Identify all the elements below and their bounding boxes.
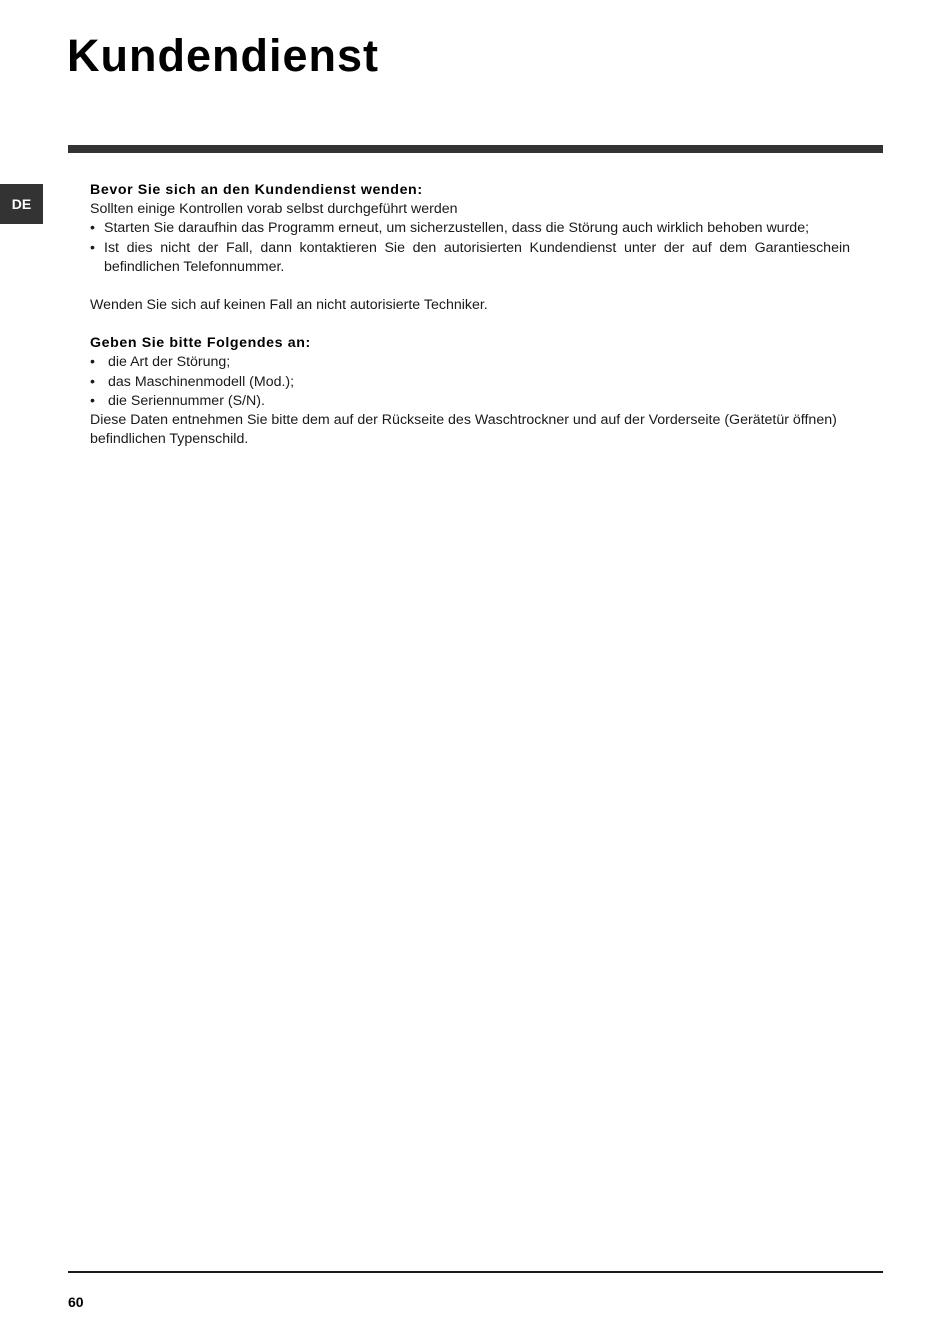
list-item: • das Maschinenmodell (Mod.); [90,373,850,392]
section-intro: Sollten einige Kontrollen vorab selbst durchgeführt werden [90,201,458,218]
page-number: 60 [68,1294,84,1310]
warning-note: Wenden Sie sich auf keinen Fall an nicht autorisierte Techniker. [90,297,488,314]
list-item: • Starten Sie daraufhin das Programm erneut, um sicherzustellen, dass die Störung auch wirklich behoben wurde; [90,219,850,238]
section-heading-before-contact: Bevor Sie sich an den Kundendienst wenden: [90,182,423,198]
footer-divider [68,1271,883,1273]
section-heading-provide-info: Geben Sie bitte Folgendes an: [90,335,311,352]
language-tab: DE [0,184,43,224]
page-title: Kundendienst [67,30,379,81]
list-item: • die Seriennummer (S/N). [90,392,850,411]
main-content [90,181,850,449]
checklist [90,219,850,277]
rating-plate-paragraph: Diese Daten entnehmen Sie bitte dem auf der Rückseite des Waschtrockner und auf der Vorderseite (Gerätetür öffnen) befindlichen Typenschild. [90,412,837,448]
title-divider [68,145,883,153]
list-item: • die Art der Störung; [90,353,850,372]
list-item: • Ist dies nicht der Fall, dann kontaktieren Sie den autorisierten Kundendienst unter der auf dem Garantieschein befindlichen Telefonnummer. [90,239,850,277]
info-list [90,353,850,411]
